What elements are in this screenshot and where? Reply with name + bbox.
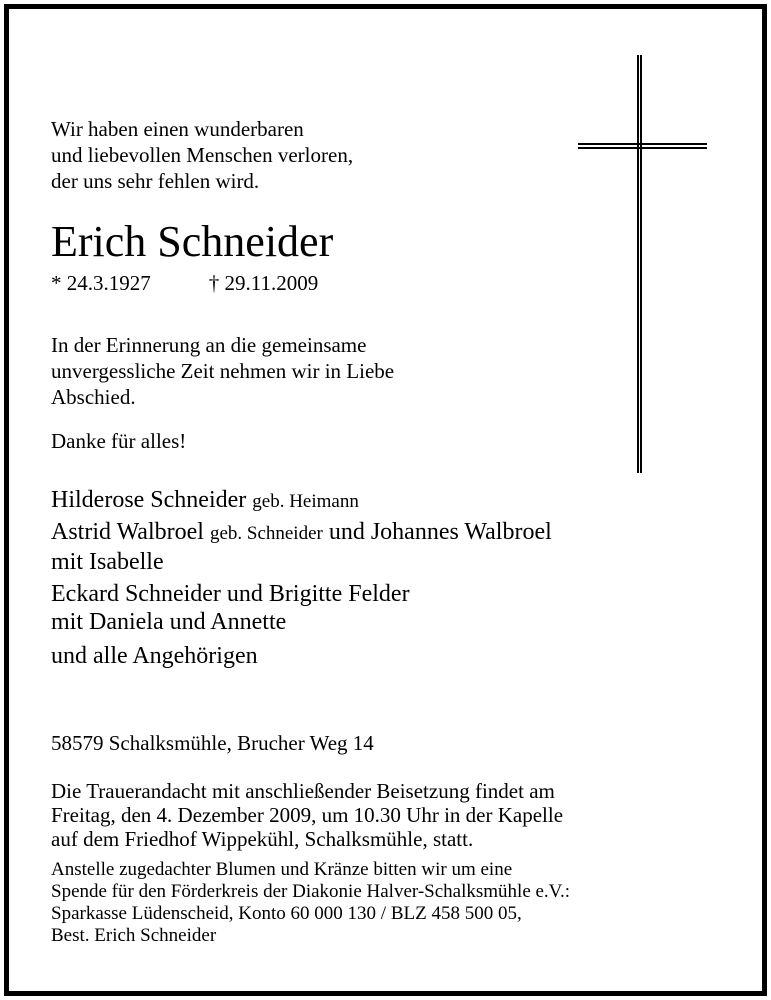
birth-date: * 24.3.1927 <box>51 271 151 295</box>
donation-line: Anstelle zugedachter Blumen und Kränze bitten wir um eine <box>51 859 513 880</box>
intro-text <box>51 116 353 194</box>
life-dates <box>51 273 318 294</box>
memory-line: Abschied. <box>51 385 136 409</box>
intro-line: der uns sehr fehlen wird. <box>51 169 260 193</box>
service-line: auf dem Friedhof Wippekühl, Schalksmühle, statt. <box>51 827 474 851</box>
donation-line: Best. Erich Schneider <box>51 925 217 946</box>
address: 58579 Schalksmühle, Brucher Weg 14 <box>51 731 374 755</box>
intro-line: Wir haben einen wunderbaren <box>51 117 304 141</box>
cross-horizontal-beam <box>578 143 707 149</box>
service-info <box>51 779 563 851</box>
intro-line: und liebevollen Menschen verloren, <box>51 143 354 167</box>
thanks-text: Danke für alles! <box>51 429 187 453</box>
family-children: mit Daniela und Annette <box>51 609 287 635</box>
memory-line: unvergessliche Zeit nehmen wir in Liebe <box>51 359 395 383</box>
family-member-2 <box>51 518 552 576</box>
family-member-3 <box>51 580 410 636</box>
family-name: und Johannes Walbroel <box>328 519 552 545</box>
service-line: Freitag, den 4. Dezember 2009, um 10.30 Uhr in der Kapelle <box>51 803 564 827</box>
deceased-name: Erich Schneider <box>51 217 334 266</box>
cross-vertical-beam <box>637 55 642 473</box>
family-member-1 <box>51 486 359 516</box>
memory-line: In der Erinnerung an die gemeinsame <box>51 333 367 357</box>
donation-line: Sparkasse Lüdenscheid, Konto 60 000 130 / BLZ 458 500 05, <box>51 903 522 924</box>
family-children: mit Isabelle <box>51 549 164 575</box>
memory-text <box>51 332 394 410</box>
maiden-name: geb. Heimann <box>252 491 359 512</box>
family-name: Hilderose Schneider <box>51 487 247 513</box>
service-line: Die Trauerandacht mit anschließender Beisetzung findet am <box>51 779 555 803</box>
donation-info <box>51 859 570 947</box>
family-relatives: und alle Angehörigen <box>51 643 258 669</box>
maiden-name: geb. Schneider <box>209 523 323 544</box>
family-name: Eckard Schneider und Brigitte Felder <box>51 581 410 607</box>
donation-line: Spende für den Förderkreis der Diakonie Halver-Schalksmühle e.V.: <box>51 881 570 902</box>
family-name: Astrid Walbroel <box>51 519 204 545</box>
death-date: † 29.11.2009 <box>208 271 319 295</box>
